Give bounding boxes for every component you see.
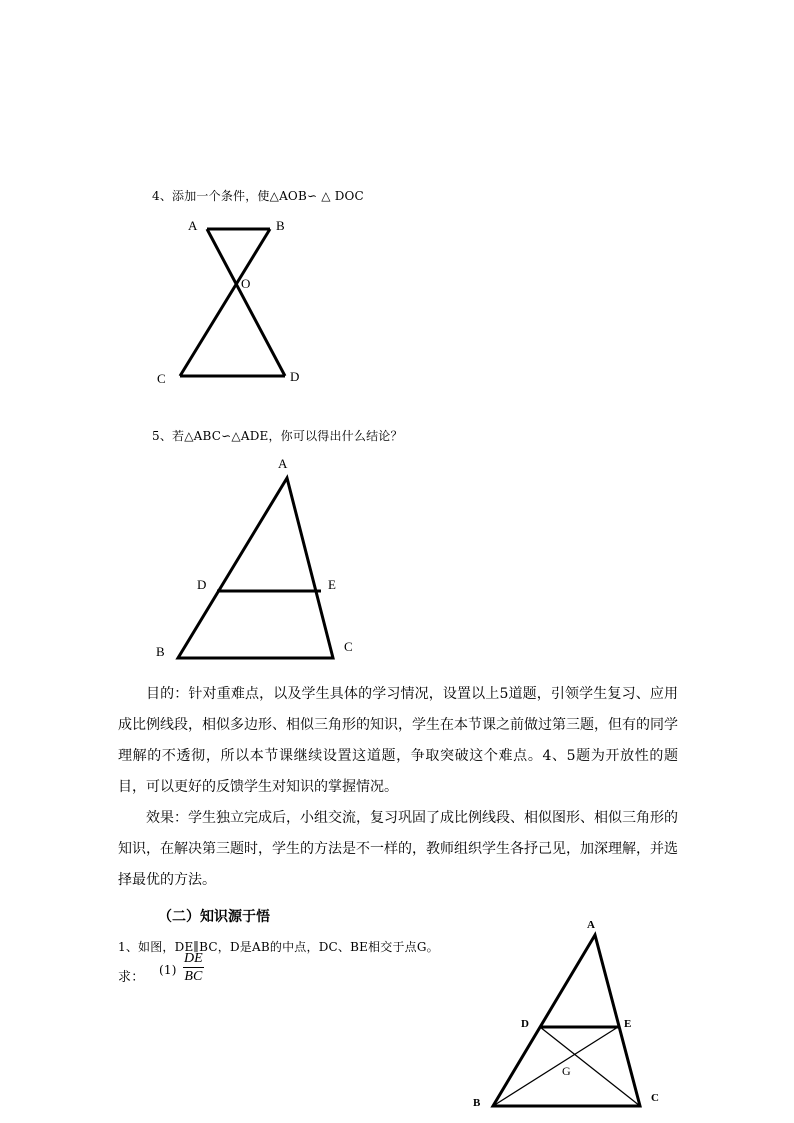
question-5-text: 5、若△ABC∽△ADE，你可以得出什么结论？ [152, 429, 403, 443]
label-A: A [278, 456, 288, 471]
fraction-numerator: DE [184, 951, 203, 966]
segment-ad [207, 229, 285, 376]
triangle-abc [178, 478, 333, 658]
question-1-text: 1、如图，DE∥BC，D是AB的中点，DC、BE相交于点G。 [118, 940, 439, 954]
label-G: G [562, 1064, 571, 1078]
label-A: A [188, 218, 198, 233]
fraction-denominator: BC [184, 969, 203, 984]
question-1-ask: 求： [118, 970, 145, 985]
effect-paragraph: 效果：学生独立完成后，小组交流，复习巩固了成比例线段、相似图形、相似三角形的知识，在解决第三题时，学生的方法是不一样的，教师组织学生各抒己见，加深理解，并选择最优的方法。 [118, 810, 678, 888]
label-D: D [290, 369, 300, 384]
label-C: C [651, 1092, 659, 1104]
label-E: E [624, 1018, 632, 1030]
segment-bc [180, 229, 270, 376]
label-D: D [197, 577, 207, 592]
fraction-de-over-bc [183, 951, 204, 985]
section-2-heading: （二）知识源于悟 [158, 909, 270, 925]
hourglass-figure [140, 210, 320, 390]
question-1-index: (1) [159, 963, 177, 977]
triangle-g-figure [465, 910, 675, 1115]
label-O: O [241, 276, 251, 291]
triangle-abc-2 [493, 935, 640, 1106]
label-D: D [521, 1018, 529, 1030]
purpose-paragraph: 目的：针对重难点，以及学生具体的学习情况，设置以上5道题，引领学生复习、应用成比例线段，相似多边形、相似三角形的知识，学生在本节课之前做过第三题，但有的同学理解的不透彻，所以本节课继续设置这道题，争取突破这个难点。4、5题为开放性的题目，可以更好的反馈学生对知识的掌握情况。 [118, 686, 678, 795]
question-4-text: 4、添加一个条件，使△AOB∽ △ DOC [152, 189, 364, 203]
label-B: B [276, 218, 285, 233]
label-B: B [473, 1097, 481, 1109]
label-B: B [156, 644, 165, 659]
label-C: C [157, 371, 166, 386]
label-A: A [587, 919, 595, 931]
label-C: C [344, 639, 353, 654]
label-E: E [328, 577, 336, 592]
triangle-ade-figure [145, 450, 375, 670]
